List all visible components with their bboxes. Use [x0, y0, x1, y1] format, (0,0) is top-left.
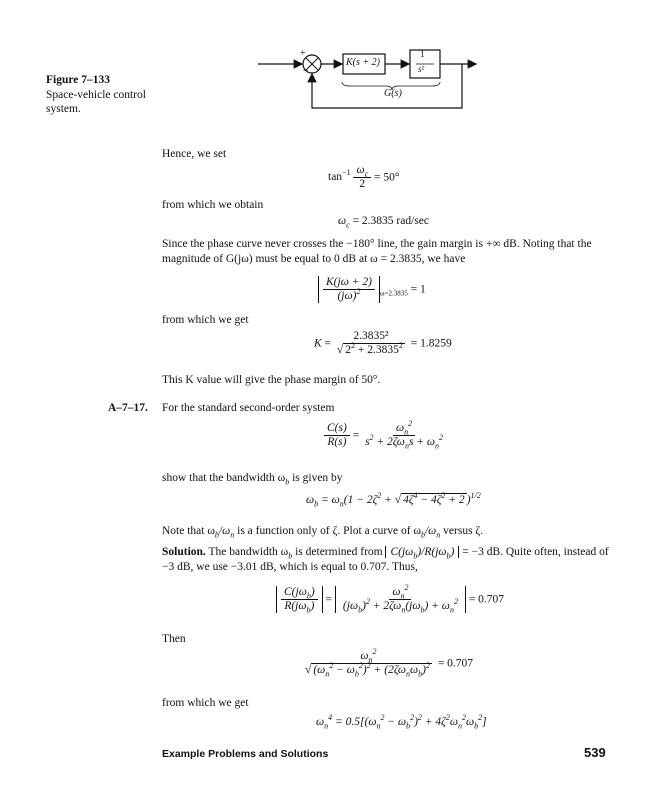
- equation-tan: $\tan^{-1}$ $\frac{\omega_c}{2}$ = 50°: [328, 164, 400, 191]
- equation-bandwidth: $\omega_b = \omega_n(1 - 2\zeta^2$ + √ $4\zeta^4 - 4\zeta^2 + 2$ )$^{1/2}$: [306, 491, 481, 509]
- footer-section: Example Problems and Solutions: [162, 748, 329, 760]
- problem-id: A–7–17.: [108, 402, 148, 414]
- equation-k: K = $\frac{\text{2.3835²}}{√ 2^2 + 2.3835^2}$ = 1.8259: [314, 330, 452, 357]
- sum-plus-sign: +: [300, 48, 306, 59]
- equation-magnitude-707: $\frac{C(j\omega_b)}{R(j\omega_b)}$ = $\frac{\omega_n^2}{(j\omega_b)^2 + 2\zeta\omega_n(j\omega_b) + \omega_n^2}$ = 0.707: [276, 586, 504, 613]
- page-number: 539: [584, 745, 606, 760]
- text-then: Then: [162, 633, 186, 645]
- text-from-obtain: from which we obtain: [162, 199, 264, 211]
- text-hence: Hence, we set: [162, 148, 227, 160]
- equation-final: $\omega_n^4 = 0.5[(\omega_n^2 - \omega_b^2)^2 + 4\zeta^2\omega_n^2\omega_b^2]$: [316, 713, 487, 731]
- block-diagram: [250, 38, 480, 116]
- solution-line1: Solution. The bandwidth $\omega_b$ is determined from $C(j\omega_b)/R(j\omega_b) = -3$ dB. Quite often, instead of: [162, 546, 609, 561]
- figure-caption-line1: Space-vehicle control: [46, 89, 146, 101]
- paragraph-phase-line1: Since the phase curve never crosses the −180° line, the gain margin is +∞ dB. Noting that the: [162, 238, 592, 250]
- equation-transfer-function: $\frac{C(s)}{R(s)}$ = $\frac{\omega_n^2}{s^2 + 2\zeta\omega_ns + \omega_n^2}$: [324, 422, 446, 449]
- equation-magnitude: $\frac{K(j\omega + 2)}{(j\omega)^2}$ $_{\omega=2.3835}$ = 1: [318, 276, 426, 303]
- k-block-label: K(s + 2): [346, 57, 380, 68]
- equation-wc: $\omega_c = 2.3835$ rad/sec: [338, 215, 429, 230]
- text-show-bandwidth: show that the bandwidth $\omega_b$ is given by: [162, 472, 343, 487]
- text-from-get2: from which we get: [162, 697, 249, 709]
- plant-numerator: 1: [420, 49, 425, 59]
- paragraph-phase-line2: magnitude of G(jω) must be equal to 0 dB at ω = 2.3835, we have: [162, 253, 466, 265]
- problem-text: For the standard second-order system: [162, 402, 335, 414]
- equation-sqrt-707: $\frac{\omega_n^2}{√ (\omega_n^2 - \omega_b^2)^2 + (2\zeta\omega_n\omega_b)^2}$ = 0.707: [305, 647, 474, 679]
- figure-caption-line2: system.: [46, 103, 81, 115]
- plant-label: G(s): [384, 88, 402, 99]
- text-k-value: This K value will give the phase margin of 50°.: [162, 374, 381, 386]
- sum-minus-sign: −: [303, 66, 309, 77]
- figure-label: Figure 7–133: [46, 74, 110, 86]
- text-from-get1: from which we get: [162, 314, 249, 326]
- text-note: Note that $\omega_b/\omega_n$ is a function only of ζ. Plot a curve of $\omega_b/\omega_n$ versus ζ.: [162, 525, 484, 540]
- plant-denominator: s²: [418, 64, 425, 74]
- solution-line2: −3 dB, we use −3.01 dB, which is equal to 0.707. Thus,: [162, 561, 418, 573]
